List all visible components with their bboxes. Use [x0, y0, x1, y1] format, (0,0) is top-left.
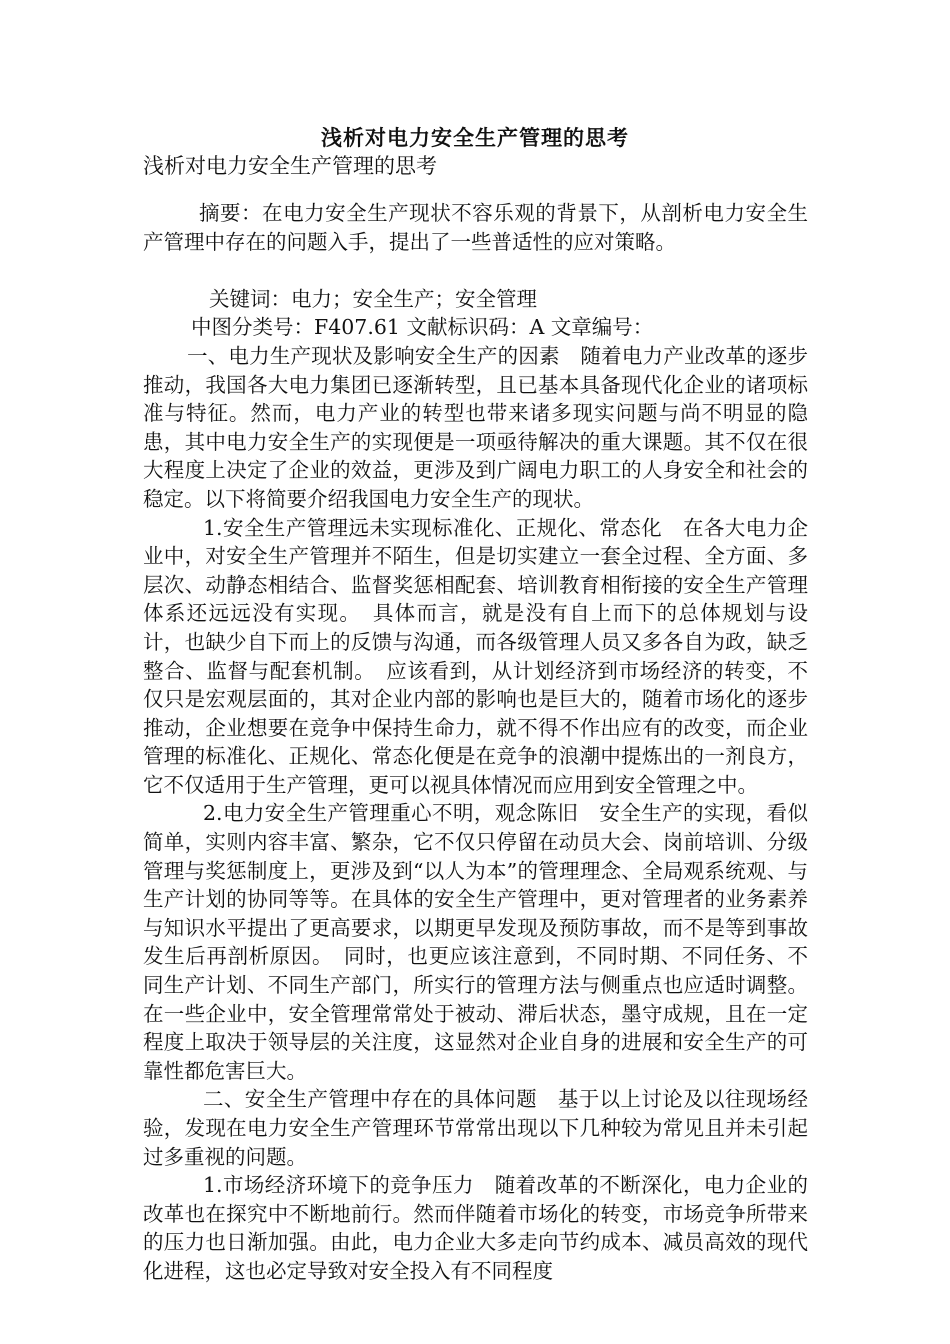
- section-one-paragraph: 一、电力生产现状及影响安全生产的因素 随着电力产业改革的逐步推动，我国各大电力集团已逐渐转型，且已基本具备现代化企业的诸项标准与特征。然而，电力产业的转型也带来诸多现实问题与尚不明显的隐患，其中电力安全生产的实现便是一项亟待解决的重大课题。其不仅在很大程度上决定了企业的效益，更涉及到广阔电力职工的人身安全和社会的稳定。以下将简要介绍我国电力安全生产的现状。: [143, 343, 808, 511]
- keywords-line: 关键词：电力；安全生产；安全管理: [209, 286, 537, 311]
- item-one-paragraph: 1.安全生产管理远未实现标准化、正规化、常态化 在各大电力企业中，对安全生产管理并不陌生，但是切实建立一套全过程、全方面、多层次、动静态相结合、监督奖惩相配套、培训教育相衔接的安全生产管理体系还远远没有实现。 具体而言，就是没有自上而下的总体规划与设计，也缺少自下而上的反馈与沟通，而各级管理人员又多各自为政，缺乏整合、监督与配套机制。 应该看到，从计划经济到市场经济的转变，不仅只是宏观层面的，其对企业内部的影响也是巨大的，随着市场化的逐步推动，企业想要在竞争中保持生命力，就不得不作出应有的改变，而企业管理的标准化、正规化、常态化便是在竞争的浪潮中提炼出的一剂良方，它不仅适用于生产管理，更可以视具体情况而应用到安全管理之中。: [143, 515, 808, 797]
- spacer: [143, 256, 808, 285]
- document-body: [143, 199, 808, 1286]
- item-three-paragraph: 1.市场经济环境下的竞争压力 随着改革的不断深化，电力企业的改革也在探究中不断地前行。然而伴随着市场化的转变，市场竞争所带来的压力也日渐加强。由此，电力企业大多走向节约成本、减员高效的现代化进程，这也必定导致对安全投入有不同程度: [143, 1173, 808, 1283]
- item-two-paragraph: 2.电力安全生产管理重心不明，观念陈旧 安全生产的实现，看似简单，实则内容丰富、繁杂，它不仅只停留在动员大会、岗前培训、分级管理与奖惩制度上，更涉及到“以人为本”的管理理念、全局观系统观、与生产计划的协同等等。在具体的安全生产管理中，更对管理者的业务素养与知识水平提出了更高要求，以期更早发现及预防事故，而不是等到事故发生后再剖析原因。 同时，也更应该注意到，不同时期、不同任务、不同生产计划、不同生产部门，所实行的管理方法与侧重点也应适时调整。在一些企业中，安全管理常常处于被动、滞后状态，墨守成规，且在一定程度上取决于领导层的关注度，这显然对企业自身的进展和安全生产的可靠性都危害巨大。: [143, 801, 808, 1083]
- classification-line: 中图分类号：F407.61 文献标识码：A 文章编号：: [191, 315, 654, 340]
- abstract-paragraph: 摘要：在电力安全生产现状不容乐观的背景下，从剖析电力安全生产管理中存在的问题入手，提出了一些普适性的应对策略。: [143, 201, 808, 254]
- document-title: 浅析对电力安全生产管理的思考: [321, 125, 629, 150]
- section-two-paragraph: 二、安全生产管理中存在的具体问题 基于以上讨论及以往现场经验，发现在电力安全生产管理环节常常出现以下几种较为常见且并未引起过多重视的问题。: [143, 1087, 808, 1169]
- document-subtitle: 浅析对电力安全生产管理的思考: [143, 154, 437, 178]
